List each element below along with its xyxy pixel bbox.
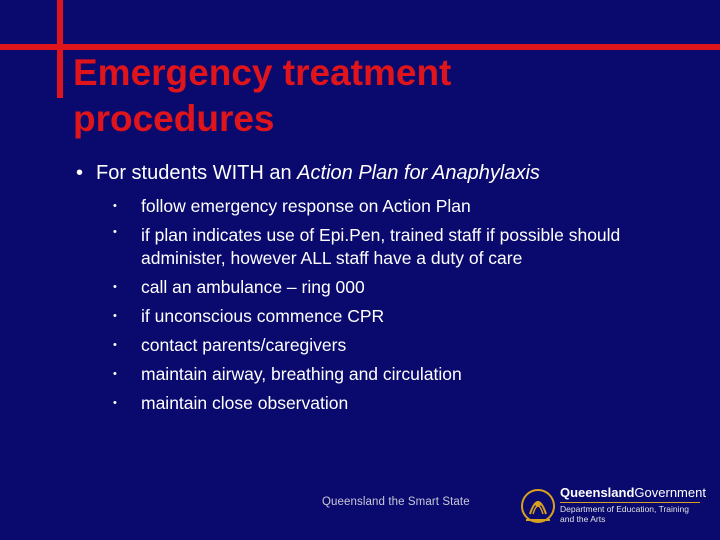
logo-department-line-1: Department of Education, Training xyxy=(560,504,689,514)
main-bullet-emphasis: Action Plan for Anaphylaxis xyxy=(297,162,540,184)
list-item xyxy=(113,192,673,221)
sub-bullet-list xyxy=(113,192,673,418)
government-logo xyxy=(520,484,710,530)
bullet-icon: • xyxy=(113,310,117,322)
bullet-icon: • xyxy=(113,339,117,351)
crest-icon xyxy=(520,484,556,528)
list-item-text: if plan indicates use of Epi.Pen, trained staff if possible should administer, however ALL staff have a duty of care xyxy=(141,225,621,268)
slide-title-line-2: procedures xyxy=(73,98,275,139)
logo-department-line-2: and the Arts xyxy=(560,514,606,524)
logo-name: Queensland xyxy=(560,485,635,500)
list-item xyxy=(113,221,673,273)
bullet-icon: • xyxy=(113,281,117,293)
bullet-icon: • xyxy=(113,226,117,238)
logo-divider xyxy=(560,502,700,503)
list-item-text: follow emergency response on Action Plan xyxy=(141,196,471,216)
list-item xyxy=(113,360,673,389)
main-bullet-text: For students WITH an xyxy=(96,162,298,184)
list-item xyxy=(113,273,673,302)
list-item xyxy=(113,389,673,418)
logo-wordmark xyxy=(560,485,706,500)
list-item-text: maintain close observation xyxy=(141,393,349,413)
list-item xyxy=(113,302,673,331)
slide-title xyxy=(73,50,693,142)
logo-government: Government xyxy=(634,485,706,500)
slide-title-line-1: Emergency treatment xyxy=(73,52,452,93)
bullet-icon: • xyxy=(76,162,84,184)
list-item-text: maintain airway, breathing and circulation xyxy=(141,364,462,384)
list-item-text: contact parents/caregivers xyxy=(141,335,347,355)
bullet-icon: • xyxy=(113,200,117,212)
list-item-text: if unconscious commence CPR xyxy=(141,306,385,326)
bullet-icon: • xyxy=(113,397,117,409)
main-bullet xyxy=(76,160,696,186)
bullet-icon: • xyxy=(113,368,117,380)
list-item-text: call an ambulance – ring 000 xyxy=(141,277,365,297)
list-item xyxy=(113,331,673,360)
footer-tagline: Queensland the Smart State xyxy=(322,496,470,508)
logo-department xyxy=(560,504,710,524)
